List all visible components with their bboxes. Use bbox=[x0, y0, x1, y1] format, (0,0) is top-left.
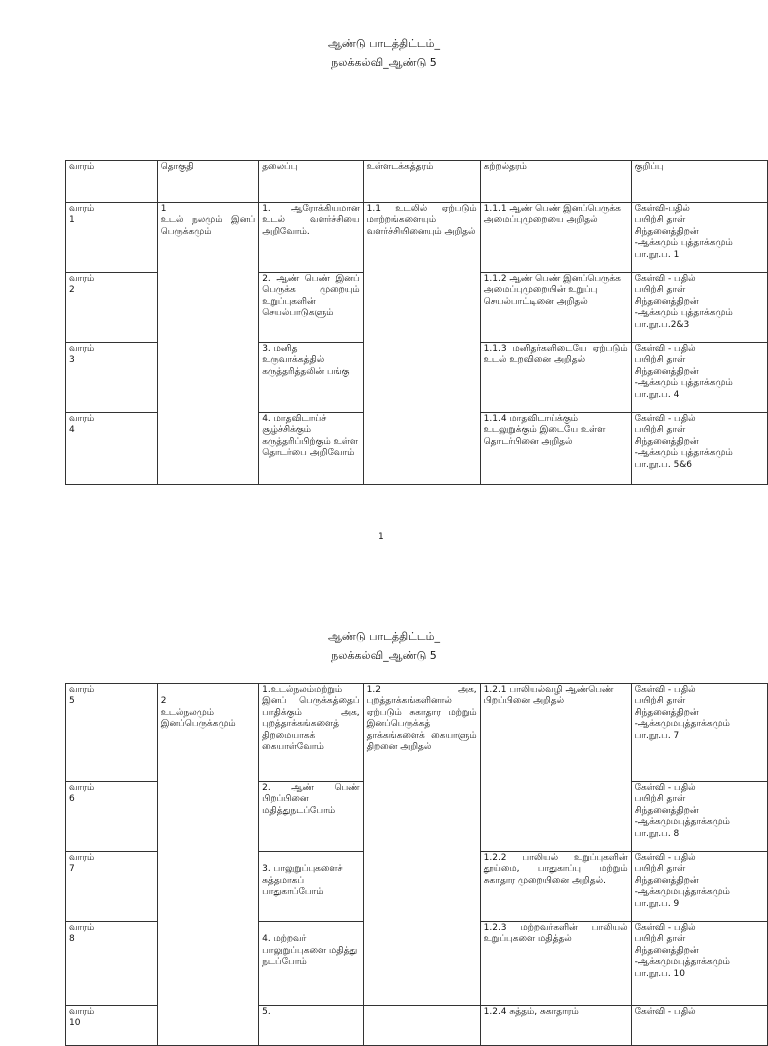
topic-cell: 1.உடல்நலம்மற்றும் இனப் பெருக்கத்தைப் பாதிக்கும் அக, புறத்தாக்கங்களைத் திறமையாகக் கையாள்வோம் bbox=[259, 684, 364, 782]
learning-standard-cell: 1.1.1 ஆண் பெண் இனப்பெருக்க அமைப்புமுறையை அறிதல் bbox=[480, 203, 631, 273]
learning-standard-cell: 1.2.1 பாலியல்வழி ஆண்பெண் பிறப்பினை அறிதல் bbox=[480, 684, 631, 852]
page1-subtitle: நலக்கல்வி_ஆண்டு 5 bbox=[331, 56, 437, 69]
page2-subtitle: நலக்கல்வி_ஆண்டு 5 bbox=[331, 649, 437, 662]
notes-cell: கேள்வி-பதில் பயிற்சி தாள் சிந்தனைத்திறன் -ஆக்கமும் புத்தாக்கமும் பா.நூ.ப. 1 bbox=[631, 203, 767, 273]
week-cell: வாரம் 5 bbox=[66, 684, 158, 782]
page1-header bbox=[0, 34, 768, 72]
page2-title: ஆண்டு பாடத்திட்டம்_ bbox=[328, 630, 440, 643]
week-cell: வாரம் 1 bbox=[66, 203, 158, 273]
week-cell: வாரம் 4 bbox=[66, 413, 158, 485]
unit-cell: 2 உடல்நலமும் இனப்பெருக்கமும் bbox=[157, 684, 258, 1046]
notes-cell: கேள்வி - பதில் பயிற்சி தாள் சிந்தனைத்திறன் -ஆக்கமும் புத்தாக்கமும் பா.நூ.ப.2&3 bbox=[631, 273, 767, 343]
page2-header bbox=[0, 627, 768, 665]
notes-cell: கேள்வி - பதில் bbox=[631, 1006, 767, 1046]
learning-standard-cell: 1.1.4 மாதவிடாய்க்கும் உடலுறுக்கும் இடையே உள்ள தொடர்பினை அறிதல் bbox=[480, 413, 631, 485]
notes-cell: கேள்வி - பதில் பயிற்சி தாள் சிந்தனைத்திறன் -ஆக்கமுமபுத்தாக்கமும் பா.நூ.ப. 7 bbox=[631, 684, 767, 782]
notes-cell: கேள்வி - பதில் பயிற்சி தாள் சிந்தனைத்திறன் -ஆக்கமுமபுத்தாக்கமும் பா.நூ.ப. 10 bbox=[631, 922, 767, 1006]
topic-cell: 3. மனித உருவாக்கத்தில் கருத்தரித்தலின் பங்கு bbox=[259, 343, 363, 413]
page1-plan-table bbox=[65, 160, 768, 485]
page-number: 1 bbox=[378, 532, 384, 542]
topic-cell: 2. ஆண் பெண் இனப் பெருக்க முறையும் உறுப்புகளின் செயல்பாடுகளும் bbox=[259, 273, 363, 343]
page1-title: ஆண்டு பாடத்திட்டம்_ bbox=[328, 37, 440, 50]
content-standard-cell: 1.2 அக, புறத்தாக்கங்களினால் ஏற்படும் சுகாதார மற்றும் இனப்பெருக்கத் தாக்கங்களைக் கையாளும் திறனை அறிதல் bbox=[363, 684, 480, 1006]
unit-cell: 1 உடல் நலமும் இனப் பெருக்கமும் bbox=[157, 203, 259, 485]
week-cell: வாரம் 6 bbox=[66, 782, 158, 852]
notes-cell: கேள்வி - பதில் பயிற்சி தாள் சிந்தனைத்திறன் -ஆக்கமும் புத்தாக்கமும் பா.நூ.ப. 5&6 bbox=[631, 413, 767, 485]
content-standard-cell: 1.1 உடலில் ஏற்படும் மாற்றங்களையும் வளர்ச்சியினையும் அறிதல் bbox=[363, 203, 480, 485]
week-cell: வாரம் 8 bbox=[66, 922, 158, 1006]
header-notes: குறிப்பு bbox=[631, 161, 767, 203]
week-cell: வாரம் 3 bbox=[66, 343, 158, 413]
week-cell: வாரம் 10 bbox=[66, 1006, 158, 1046]
week-cell: வாரம் 2 bbox=[66, 273, 158, 343]
learning-standard-cell: 1.1.2 ஆண் பெண் இனப்பெருக்க அமைப்புமுறையின் உறுப்பு செயல்பாட்டினை அறிதல் bbox=[480, 273, 631, 343]
topic-cell: 3. பாலுறுப்புகளைச் சுத்தமாகப் பாதுகாப்போம் bbox=[259, 852, 364, 922]
topic-cell: 4. மற்றவர் பாலுறுப்புகளை மதித்து நடப்போம் bbox=[259, 922, 364, 1006]
topic-cell: 2. ஆண் பெண் பிறப்பினை மதித்துநடப்போம் bbox=[259, 782, 364, 852]
learning-standard-cell: 1.2.4 சுத்தம், சுகாதாரம் bbox=[480, 1006, 631, 1046]
page2-plan-table bbox=[65, 683, 768, 1046]
week-cell: வாரம் 7 bbox=[66, 852, 158, 922]
learning-standard-cell: 1.2.2 பாலியல் உறுப்புகளின் தூய்மை, பாதுகாப்பு மற்றும் சுகாதார முறையினை அறிதல். bbox=[480, 852, 631, 922]
table-row bbox=[66, 684, 768, 782]
header-learning-standard: கற்றல்தரம் bbox=[480, 161, 631, 203]
header-topic: தலைப்பு bbox=[259, 161, 363, 203]
topic-cell: 1. ஆரோக்கியமான உடல் வளர்ச்சியை அறிவோம். bbox=[259, 203, 363, 273]
content-standard-cell bbox=[363, 1006, 480, 1046]
learning-standard-cell: 1.2.3 மற்றவர்களின் பாலியல் உறுப்புகளை மதித்தல் bbox=[480, 922, 631, 1006]
learning-standard-cell: 1.1.3 மனிதர்களிடையே ஏற்படும் உடல் உறவினை அறிதல் bbox=[480, 343, 631, 413]
topic-cell: 5. bbox=[259, 1006, 364, 1046]
topic-cell: 4. மாதவிடாய்ச் சூழ்ச்சிக்கும் கருத்தரிப்பிற்கும் உள்ள தொடர்பை அறிவோம் bbox=[259, 413, 363, 485]
notes-cell: கேள்வி - பதில் பயிற்சி தாள் சிந்தனைத்திறன் -ஆக்கமுமபுத்தாக்கமும் பா.நூ.ப. 9 bbox=[631, 852, 767, 922]
notes-cell: கேள்வி - பதில் பயிற்சி தாள் சிந்தனைத்திறன் -ஆக்கமுமபுத்தாக்கமும் பா.நூ.ப. 8 bbox=[631, 782, 767, 852]
header-week: வாரம் bbox=[66, 161, 158, 203]
notes-cell: கேள்வி - பதில் பயிற்சி தாள் சிந்தனைத்திறன் -ஆக்கமும் புத்தாக்கமும் பா.நூ.ப. 4 bbox=[631, 343, 767, 413]
table-header-row bbox=[66, 161, 768, 203]
header-unit: தொகுதி bbox=[157, 161, 259, 203]
table-row bbox=[66, 203, 768, 273]
header-content-standard: உள்ளடக்கத்தரம் bbox=[363, 161, 480, 203]
